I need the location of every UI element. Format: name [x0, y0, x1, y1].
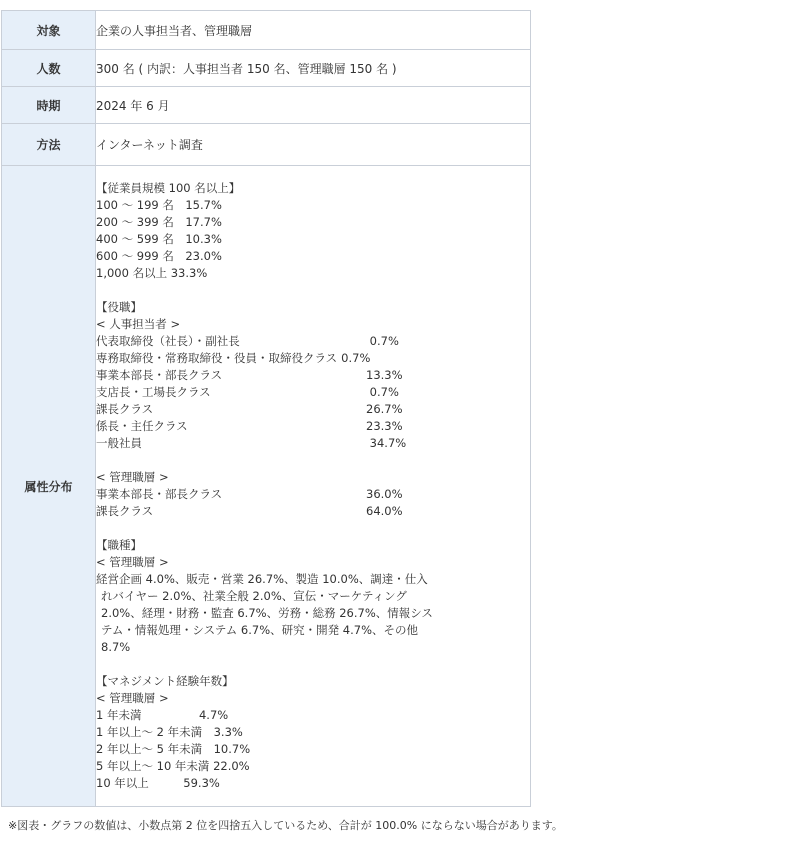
position-name: 支店長・工場長クラス — [96, 385, 211, 399]
row-label-attributes: 属性分布 — [2, 166, 96, 807]
position-name: 事業本部長・部長クラス — [96, 487, 223, 501]
job-type-line: テム・情報処理・システム 6.7%、研究・開発 4.7%、その他 — [101, 623, 419, 637]
position-mgr-item — [96, 486, 530, 503]
table-row-count — [2, 50, 531, 87]
position-heading: 【役職】 — [96, 300, 142, 314]
row-value-count: 300 名 ( 内訳：人事担当者 150 名、管理職層 150 名 ) — [96, 50, 531, 87]
position-name: 代表取締役（社長）・副社長 — [96, 334, 240, 348]
spacer — [96, 656, 530, 673]
position-pct: 0.7% — [366, 385, 399, 399]
position-hr-item — [96, 435, 530, 452]
position-pct: 0.7% — [366, 334, 399, 348]
job-type-heading: 【職種】 — [96, 538, 142, 552]
company-size-heading: 【従業員規模 100 名以上】 — [96, 181, 241, 195]
row-label-period: 時期 — [2, 87, 96, 124]
mgmt-years-heading: 【マネジメント経験年数】 — [96, 674, 234, 688]
row-value-method: インターネット調査 — [96, 124, 531, 166]
job-type-subheading: < 管理職層 > — [96, 555, 169, 569]
position-hr-subheading: < 人事担当者 > — [96, 317, 181, 331]
position-hr-item — [96, 384, 530, 401]
company-size-line: 400 〜 599 名 10.3% — [96, 232, 222, 246]
job-type-line: れバイヤー 2.0%、社業全般 2.0%、宣伝・マーケティング — [101, 589, 407, 603]
mgmt-years-line: 2 年以上〜 5 年未満 10.7% — [96, 742, 251, 756]
position-pct: 23.3% — [366, 419, 403, 433]
spacer — [96, 520, 530, 537]
row-label-method: 方法 — [2, 124, 96, 166]
footnote: ※図表・グラフの数値は、小数点第 2 位を四捨五入しているため、合計が 100.0% にならない場合があります。 — [8, 819, 563, 832]
table-row-attributes — [2, 166, 531, 807]
company-size-line: 200 〜 399 名 17.7% — [96, 215, 222, 229]
row-label-count: 人数 — [2, 50, 96, 87]
position-name: 事業本部長・部長クラス — [96, 368, 223, 382]
job-type-line: 2.0%、経理・財務・監査 6.7%、労務・総務 26.7%、情報シス — [101, 606, 433, 620]
job-type-line: 8.7% — [101, 640, 131, 654]
attribute-distribution — [96, 180, 530, 792]
row-label-target: 対象 — [2, 11, 96, 50]
position-pct: 13.3% — [366, 368, 403, 382]
position-name: 係長・主任クラス — [96, 419, 188, 433]
position-mgr-subheading: < 管理職層 > — [96, 470, 169, 484]
position-pct: 26.7% — [366, 402, 403, 416]
mgmt-years-subheading: < 管理職層 > — [96, 691, 169, 705]
row-value-period: 2024 年 6 月 — [96, 87, 531, 124]
position-hr-item — [96, 418, 530, 435]
position-pct: 64.0% — [366, 504, 403, 518]
row-value-target: 企業の人事担当者、管理職層 — [96, 11, 531, 50]
job-type-line: 経営企画 4.0%、販売・営業 26.7%、製造 10.0%、調達・仕入 — [96, 572, 428, 586]
position-hr-item — [96, 333, 530, 350]
position-hr-item — [96, 350, 530, 367]
company-size-line: 100 〜 199 名 15.7% — [96, 198, 222, 212]
table-row-target — [2, 11, 531, 50]
position-name: 一般社員 — [96, 436, 142, 450]
mgmt-years-line: 1 年未満 4.7% — [96, 708, 229, 722]
mgmt-years-line: 5 年以上〜 10 年未満 22.0% — [96, 759, 250, 773]
position-pct: 0.7% — [341, 351, 371, 365]
spacer — [96, 282, 530, 299]
position-pct: 36.0% — [366, 487, 403, 501]
table-row-period — [2, 87, 531, 124]
position-hr-item — [96, 367, 530, 384]
row-value-attributes — [96, 166, 531, 807]
mgmt-years-line: 10 年以上 59.3% — [96, 776, 220, 790]
survey-overview-table — [1, 10, 531, 807]
position-name: 専務取締役・常務取締役・役員・取締役クラス — [96, 351, 338, 365]
position-pct: 34.7% — [366, 436, 407, 450]
position-mgr-item — [96, 503, 530, 520]
company-size-line: 1,000 名以上 33.3% — [96, 266, 208, 280]
position-name: 課長クラス — [96, 504, 154, 518]
spacer — [96, 452, 530, 469]
company-size-line: 600 〜 999 名 23.0% — [96, 249, 222, 263]
position-name: 課長クラス — [96, 402, 154, 416]
table-row-method — [2, 124, 531, 166]
mgmt-years-line: 1 年以上〜 2 年未満 3.3% — [96, 725, 243, 739]
position-hr-item — [96, 401, 530, 418]
